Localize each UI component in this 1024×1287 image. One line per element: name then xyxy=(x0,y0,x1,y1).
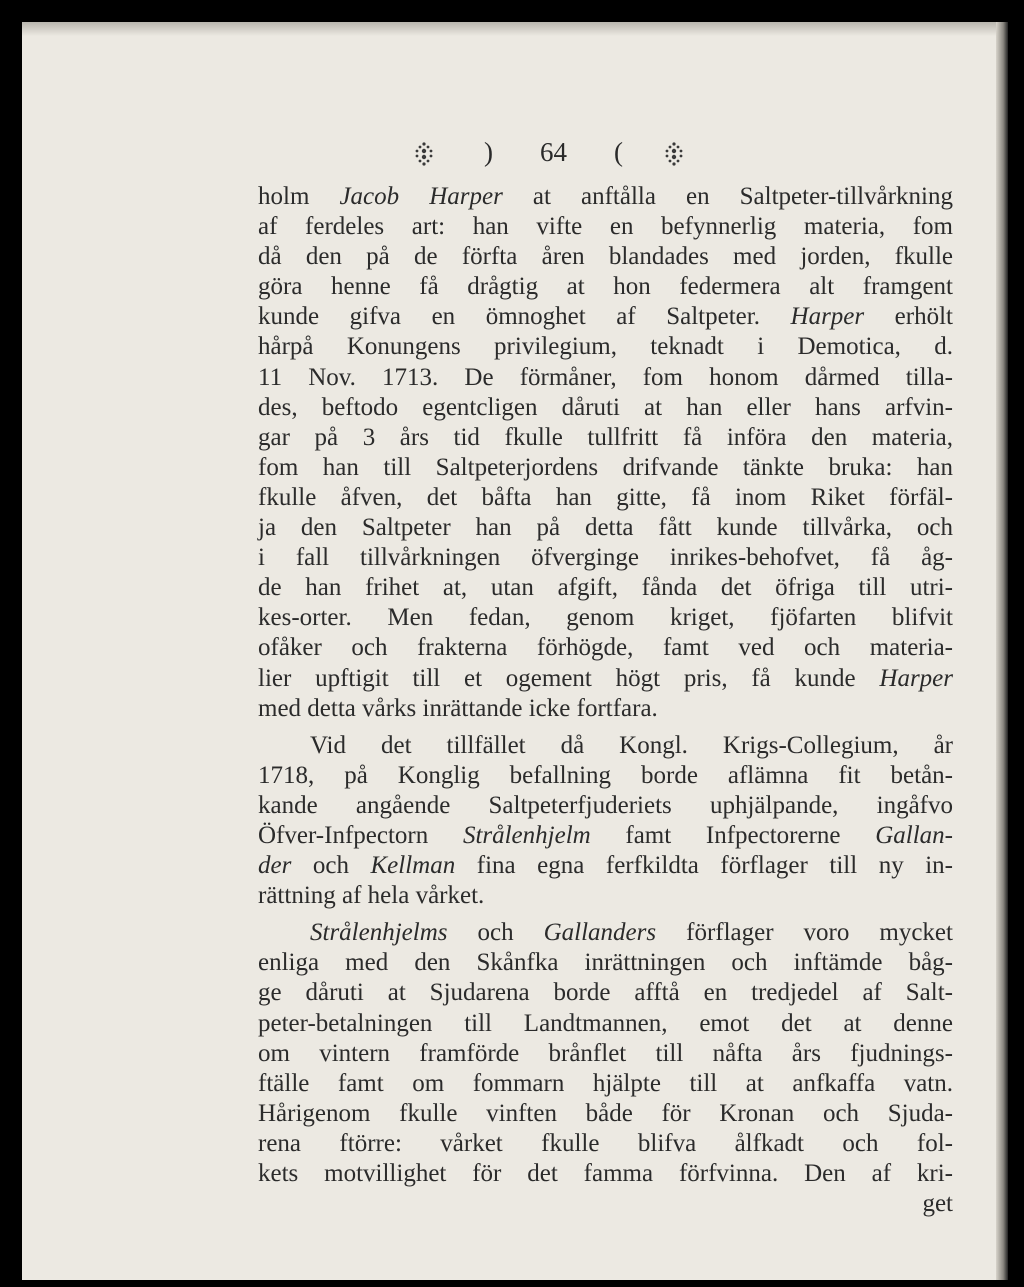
text-line xyxy=(258,821,953,851)
text-run: erhölt xyxy=(864,303,953,331)
text-line xyxy=(258,573,953,603)
page-number: 64 xyxy=(540,137,567,167)
text-run: Öfver-Infpectorn xyxy=(258,821,463,849)
text-run: fkulle åfven, det båfta han gitte, få inom Riket förfäl- xyxy=(258,483,953,511)
text-line xyxy=(258,731,953,761)
ornament-icon xyxy=(414,141,434,167)
text-line xyxy=(258,1009,953,1039)
text-line xyxy=(258,851,953,881)
text-run: des, beftodo egentcligen dåruti at han eller hans arfvin- xyxy=(258,393,953,421)
ornament-icon xyxy=(664,141,684,167)
paragraph-gap xyxy=(258,911,953,918)
text-run: då den på de förfta åren blandades med jorden, fkulle xyxy=(258,243,953,271)
text-run: Vid det tillfället då Kongl. Krigs-Collegium, år xyxy=(310,731,953,759)
text-line xyxy=(258,603,953,633)
italic-name: Strålenhjelm xyxy=(462,821,591,849)
left-parenthesis: ) xyxy=(484,137,493,167)
text-run: ftälle famt om fommarn hjälpte till at anfkaffa vatn. xyxy=(258,1069,953,1097)
text-line xyxy=(258,1159,953,1189)
text-run: fom han till Saltpeterjordens drifvande tänkte bruka: han xyxy=(258,453,953,481)
book-spine-edge xyxy=(996,22,1008,1280)
text-run: kande angående Saltpeterfjuderiets uphjälpande, ingåfvo xyxy=(258,791,953,819)
text-run: 11 Nov. 1713. De förmåner, fom honom dårmed tilla- xyxy=(258,363,953,391)
text-run: gar på 3 års tid fkulle tullfritt få införa den materia, xyxy=(258,423,953,451)
italic-name: Gallan- xyxy=(875,821,953,849)
text-run: rättning af hela vårket. xyxy=(258,882,485,910)
text-line xyxy=(258,332,953,362)
text-run: hårpå Konungens privilegium, teknadt i Demotica, d. xyxy=(258,333,953,361)
text-line xyxy=(258,1189,953,1219)
italic-name: Jacob Harper xyxy=(339,183,503,210)
text-line xyxy=(258,1099,953,1129)
text-run: göra henne få drågtig at hon federmera alt framgent xyxy=(258,273,953,301)
text-run: get xyxy=(922,1190,953,1218)
text-line xyxy=(258,694,953,724)
text-line xyxy=(258,363,953,393)
text-run: famt Infpectorerne xyxy=(590,821,876,849)
running-header xyxy=(22,137,1008,177)
text-run: ge dåruti at Sjudarena borde afftå en tredjedel af Salt- xyxy=(258,979,953,1007)
text-line xyxy=(258,881,953,911)
text-line xyxy=(258,978,953,1008)
text-line xyxy=(258,1069,953,1099)
text-run: ja den Saltpeter han på detta fått kunde tillvårka, och xyxy=(258,514,953,542)
text-run: kets motvillighet för det famma förfvinna. Den af kri- xyxy=(258,1160,953,1187)
text-line xyxy=(258,791,953,821)
text-line xyxy=(258,1039,953,1069)
italic-name: Kellman xyxy=(370,852,456,880)
right-parenthesis: ( xyxy=(614,137,623,167)
italic-name: Harper xyxy=(790,303,865,331)
text-run: och xyxy=(447,919,544,947)
text-run: ofåker och frakterna förhögde, famt ved och materia- xyxy=(258,634,953,662)
italic-name: Harper xyxy=(879,664,953,692)
text-line xyxy=(258,761,953,791)
text-line xyxy=(258,242,953,272)
text-line xyxy=(258,513,953,543)
text-line xyxy=(258,664,953,694)
text-line xyxy=(258,453,953,483)
text-run: fina egna ferfkildta förflager till ny in- xyxy=(455,852,953,880)
text-run: förflager voro mycket xyxy=(656,919,953,947)
text-run: at anftålla en Saltpeter-tillvårkning xyxy=(502,183,953,210)
text-run: holm xyxy=(258,183,340,210)
text-line xyxy=(258,302,953,332)
text-run: af ferdeles art: han vifte en befynnerlig materia, fom xyxy=(258,213,953,241)
text-run: Hårigenom fkulle vinften både för Kronan och Sjuda- xyxy=(258,1099,953,1127)
text-run: rena ftörre: vårket fkulle blifva ålfkadt och fol- xyxy=(258,1129,953,1157)
text-line xyxy=(258,633,953,663)
text-line xyxy=(258,1129,953,1159)
text-line xyxy=(258,918,953,948)
text-line xyxy=(258,483,953,513)
text-line xyxy=(258,272,953,302)
book-page xyxy=(22,22,1008,1280)
italic-name: Strålenhjelms xyxy=(310,919,448,947)
text-run: och xyxy=(291,852,371,880)
paragraph-gap xyxy=(258,724,953,731)
text-run: lier upftigit till et ogement högt pris, få kunde xyxy=(258,664,880,692)
text-line xyxy=(258,212,953,242)
text-line xyxy=(258,948,953,978)
text-run: 1718, på Konglig befallning borde aflämna fit betån- xyxy=(258,761,953,789)
text-run: kunde gifva en ömnoghet af Saltpeter. xyxy=(258,303,791,331)
text-run: i fall tillvårkningen öfverginge inrikes-behofvet, få åg- xyxy=(258,544,953,572)
text-line xyxy=(258,423,953,453)
text-line xyxy=(258,543,953,573)
text-run: kes-orter. Men fedan, genom kriget, fjöfarten blifvit xyxy=(258,604,953,632)
text-run: de han frihet at, utan afgift, fånda det öfriga till utri- xyxy=(258,574,953,602)
italic-name: der xyxy=(258,852,292,880)
text-line xyxy=(258,393,953,423)
text-run: om vintern framförde brånflet till nåfta års fjudnings- xyxy=(258,1039,953,1067)
italic-name: Gallanders xyxy=(543,919,657,947)
page-top-shadow xyxy=(22,22,1008,36)
body-text xyxy=(258,182,953,1219)
text-line xyxy=(258,182,953,212)
text-run: med detta vårks inrättande icke fortfara. xyxy=(258,694,658,722)
text-run: enliga med den Skånfka inrättningen och inftämde båg- xyxy=(258,949,953,977)
text-run: peter-betalningen till Landtmannen, emot det at denne xyxy=(258,1009,953,1037)
